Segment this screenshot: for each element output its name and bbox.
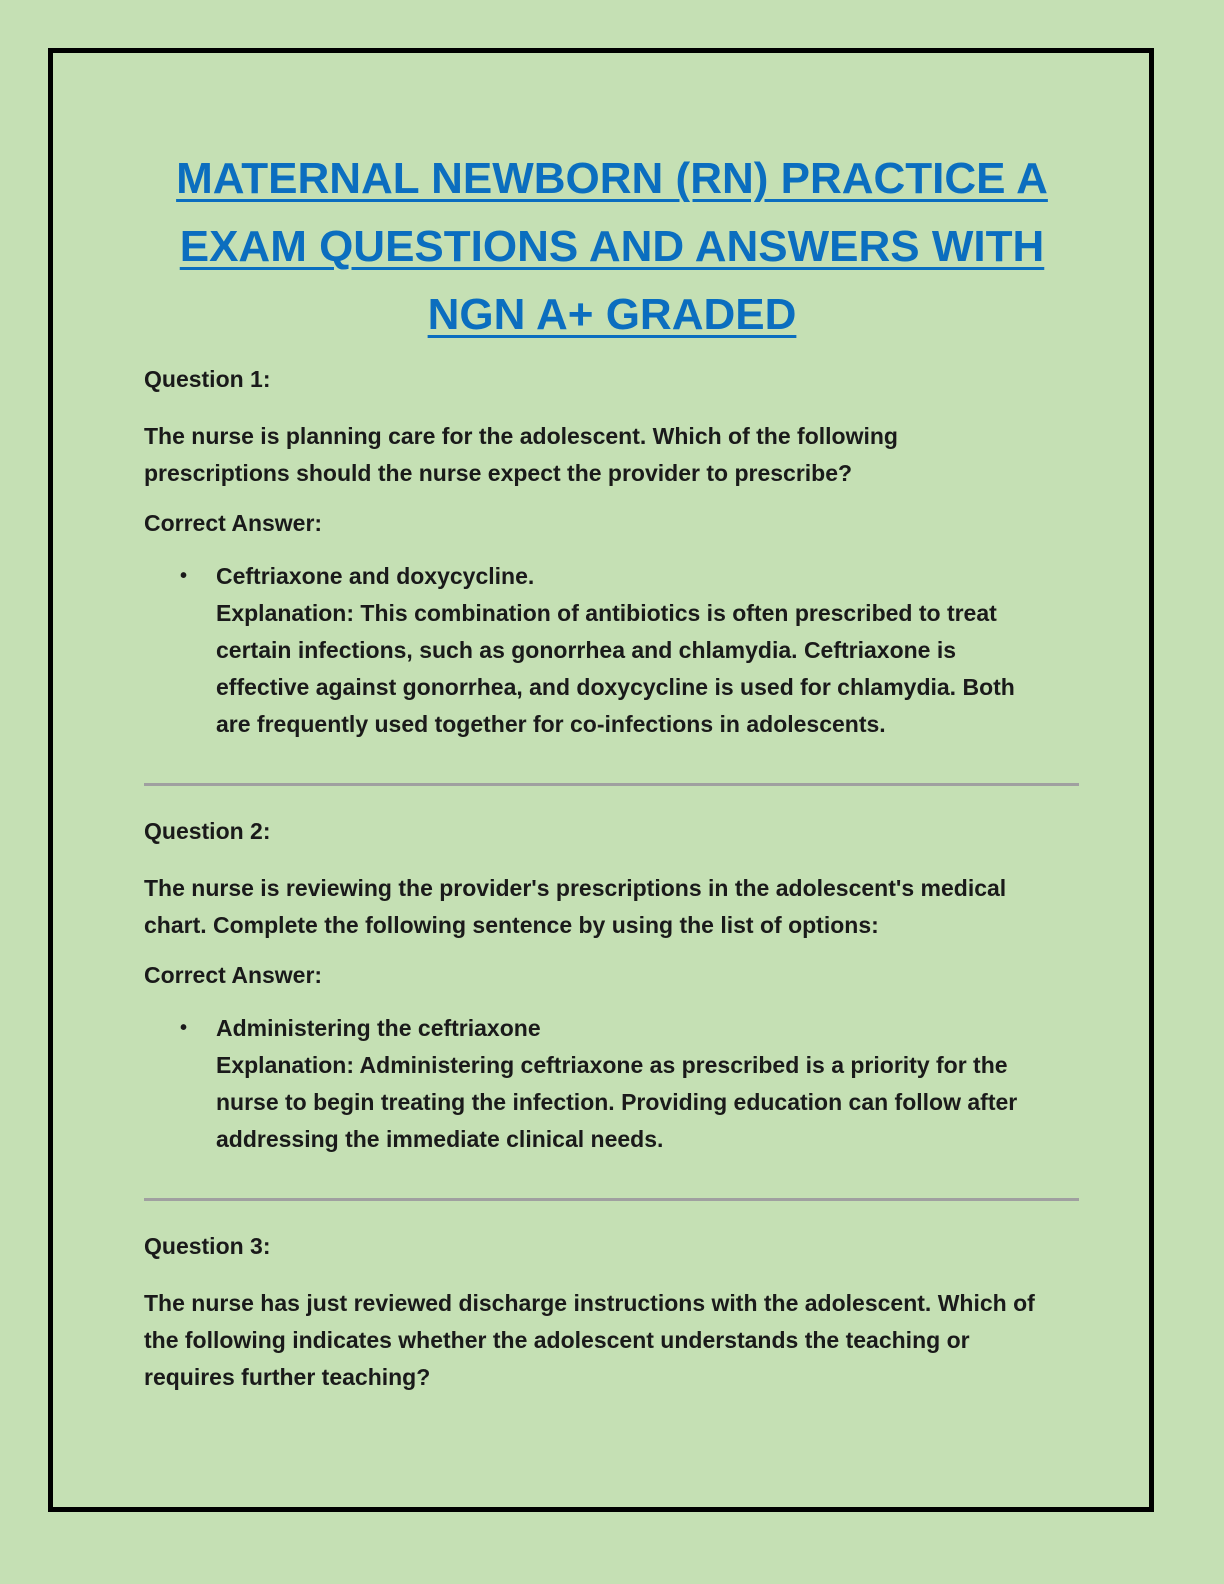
question-1-explanation-line: Explanation: This combination of antibiotics is often prescribed to treat	[216, 600, 997, 626]
question-2-answer-item	[180, 1010, 1079, 1158]
question-1-text-line: prescriptions should the nurse expect the provider to prescribe?	[144, 460, 853, 486]
question-1-answer-label: Correct Answer:	[144, 510, 323, 536]
title-line-2: EXAM QUESTIONS AND ANSWERS WITH	[179, 222, 1045, 271]
bullet-icon: •	[180, 565, 188, 587]
question-1-explanation-line: are frequently used together for co-infections in adolescents.	[216, 711, 886, 737]
question-2	[144, 814, 1079, 1158]
question-1-text-line: The nurse is planning care for the adolescent. Which of the following	[144, 423, 898, 449]
question-3-text-line: the following indicates whether the adolescent understands the teaching or	[144, 1327, 970, 1353]
question-2-text	[144, 870, 1079, 944]
question-3-text-line: requires further teaching?	[144, 1364, 431, 1390]
document-title	[140, 145, 1084, 349]
question-1-explanation-line: certain infections, such as gonorrhea and chlamydia. Ceftriaxone is	[216, 637, 957, 663]
question-2-explanation-line: Explanation: Administering ceftriaxone as prescribed is a priority for the	[216, 1052, 1008, 1078]
document-body	[144, 362, 1079, 1410]
question-1-label: Question 1:	[144, 366, 271, 392]
question-2-explanation-line: nurse to begin treating the infection. Providing education can follow after	[216, 1089, 1018, 1115]
question-2-text-line: The nurse is reviewing the provider's prescriptions in the adolescent's medical	[144, 875, 1007, 901]
question-3	[144, 1229, 1079, 1396]
title-line-3: NGN A+ GRADED	[427, 290, 797, 339]
question-3-text-line: The nurse has just reviewed discharge instructions with the adolescent. Which of	[144, 1290, 1035, 1316]
question-1-explanation-line: effective against gonorrhea, and doxycycline is used for chlamydia. Both	[216, 674, 1015, 700]
question-3-text	[144, 1285, 1079, 1396]
question-2-answer: Administering the ceftriaxone	[216, 1015, 541, 1041]
question-1-text	[144, 418, 1079, 492]
question-2-label: Question 2:	[144, 818, 271, 844]
question-2-answer-list	[144, 1010, 1079, 1158]
question-2-answer-label: Correct Answer:	[144, 962, 323, 988]
question-1-answer-item	[180, 558, 1079, 743]
section-divider	[144, 783, 1079, 786]
bullet-icon: •	[180, 1017, 188, 1039]
section-divider	[144, 1198, 1079, 1201]
question-1-answer-list	[144, 558, 1079, 743]
question-1	[144, 362, 1079, 743]
question-2-text-line: chart. Complete the following sentence by using the list of options:	[144, 912, 879, 938]
question-3-label: Question 3:	[144, 1233, 271, 1259]
title-line-1: MATERNAL NEWBORN (RN) PRACTICE A	[176, 154, 1048, 203]
question-2-explanation-line: addressing the immediate clinical needs.	[216, 1126, 664, 1152]
question-1-answer: Ceftriaxone and doxycycline.	[216, 563, 535, 589]
